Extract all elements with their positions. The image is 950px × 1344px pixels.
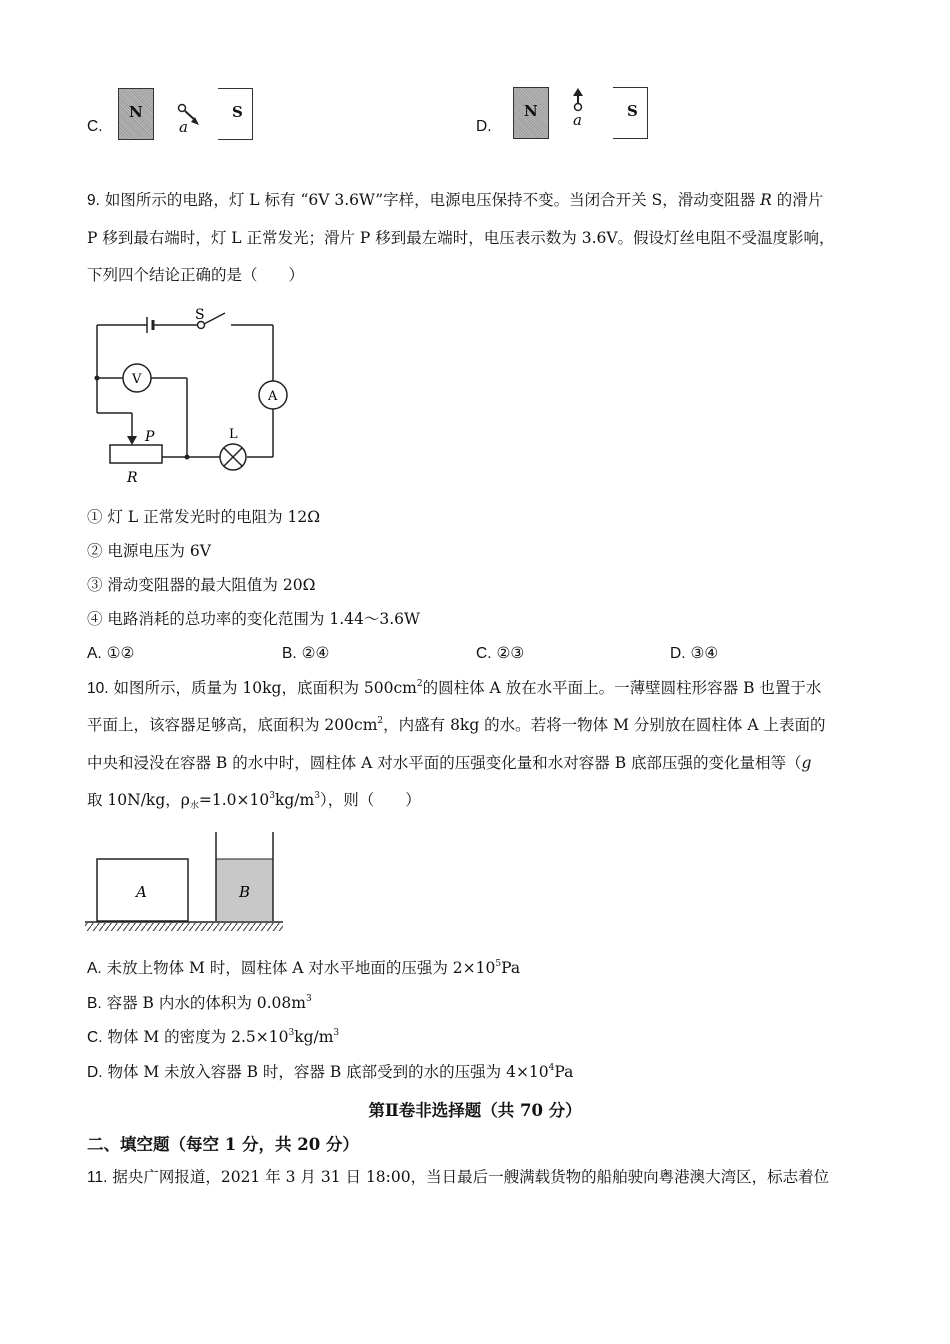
magnet-n-c [118,88,154,140]
rheostat-label: R [127,470,138,486]
text: ），则（ ） [319,791,421,809]
magnet-s-d [613,87,648,139]
compass-needle-c [172,100,206,136]
q10-stem-line4 [87,790,421,810]
superscript: 3 [333,1028,340,1038]
q10-stem-line3 [87,753,811,773]
lamp-label: L [229,427,238,442]
magnet-s-label: S [627,102,638,120]
magnet-n-label: N [129,103,143,121]
option-label: D. [670,645,686,662]
option-d-label: D. [476,118,492,135]
magnet-n-d [513,87,549,139]
q10-stem-line1 [87,678,821,699]
q9-statement-4: ④ 电路消耗的总功率的变化范围为 1.44～3.6W [87,610,420,628]
superscript: 2 [377,716,384,726]
q10-option-a[interactable] [87,958,520,979]
superscript: 4 [548,1063,555,1073]
q9-stem-line2: P 移到最右端时，灯 L 正常发光；滑片 P 移到最左端时，电压表示数为 3.6V。假设灯丝电阻不受温度影响， [87,229,835,247]
label-a: A [136,883,147,901]
option-tail: Pa [554,1063,574,1081]
q10-option-b[interactable] [87,993,312,1014]
superscript: 3 [269,791,275,801]
q9-option-a[interactable] [87,643,134,664]
option-text: ②③ [496,644,525,662]
ammeter-label: A [268,389,278,404]
cylinder-figure [85,830,285,938]
subscript: 水 [189,801,199,811]
q11-number: 11. [87,1169,108,1186]
q9-stem-end: 的滑片 [771,191,824,209]
option-text: 未放上物体 M 时，圆柱体 A 对水平地面的压强为 2×10 [106,959,496,977]
text: 取 10N/kg，ρ [87,791,190,809]
q11-stem-line1 [87,1167,829,1188]
magnet-n-label: N [524,102,538,120]
option-label: A. [87,960,102,977]
option-label: C. [476,645,492,662]
magnet-s-label: S [232,103,243,121]
option-label: D. [87,1064,103,1081]
q9-stem-text: 如图所示的电路，灯 L 标有 “6V 3.6W”字样，电源电压保持不变。当闭合开关 S，滑动变阻器 [104,191,761,209]
option-tail: Pa [501,959,521,977]
var-g: g [801,754,812,772]
point-a-d: a [573,111,582,129]
slider-label: P [145,429,155,445]
section-heading: 二、填空题（每空 1 分，共 20 分） [87,1135,359,1154]
q9-number: 9. [87,192,100,209]
text: =1.0×10 [198,791,270,809]
point-a-c: a [179,118,188,136]
voltmeter-label: V [132,372,142,387]
switch-label: S [195,307,205,323]
option-text: ①② [106,644,135,662]
option-text: 容器 B 内水的体积为 0.08m [106,994,306,1012]
part2-title: 第Ⅱ卷非选择题（共 70 分） [368,1101,582,1120]
q9-statement-2: ② 电源电压为 6V [87,542,211,560]
text: 如图所示，质量为 10kg，底面积为 500cm [113,679,417,697]
text: 的圆柱体 A 放在水平面上。一薄壁圆柱形容器 B 也置于水 [422,679,822,697]
q9-stem-line1 [87,190,823,211]
superscript: 2 [416,679,423,689]
text: kg/m [274,791,315,809]
option-label: B. [87,995,102,1012]
q9-option-d[interactable] [670,643,718,664]
option-text: 物体 M 的密度为 2.5×10 [107,1028,289,1046]
option-c-label: C. [87,118,103,135]
q9-statement-3: ③ 滑动变阻器的最大阻值为 20Ω [87,576,316,594]
superscript: 3 [314,791,320,801]
option-text: ③④ [690,644,719,662]
q9-var-r: R [760,191,772,209]
text: 平面上，该容器足够高，底面积为 200cm [87,716,378,734]
magnet-s-c [218,88,253,140]
q9-statement-1: ① 灯 L 正常发光时的电阻为 12Ω [87,508,321,526]
superscript: 3 [288,1028,295,1038]
q10-option-d[interactable] [87,1062,573,1083]
text: 中央和浸没在容器 B 的水中时，圆柱体 A 对水平面的压强变化量和水对容器 B 底部压强的变化量相等（ [87,754,802,772]
q9-option-b[interactable] [282,643,329,664]
option-label: A. [87,645,102,662]
label-b: B [239,883,251,901]
circuit-diagram [85,305,300,490]
q11-text: 据央广网报道，2021 年 3 月 31 日 18:00，当日最后一艘满载货物的船舶驶向粤港澳大湾区，标志着位 [112,1168,830,1186]
q10-stem-line2 [87,715,825,735]
text: ，内盛有 8kg 的水。若将一物体 M 分别放在圆柱体 A 上表面的 [383,716,826,734]
q9-option-c[interactable] [476,643,524,664]
superscript: 5 [495,959,502,969]
q10-option-c[interactable] [87,1027,339,1048]
superscript: 3 [305,994,312,1004]
option-label: C. [87,1029,103,1046]
q9-stem-line3: 下列四个结论正确的是（ ） [87,266,305,284]
option-text: 物体 M 未放入容器 B 时，容器 B 底部受到的水的压强为 4×10 [107,1063,549,1081]
option-label: B. [282,645,297,662]
q10-number: 10. [87,680,109,697]
option-tail: kg/m [294,1028,334,1046]
option-text: ②④ [301,644,330,662]
